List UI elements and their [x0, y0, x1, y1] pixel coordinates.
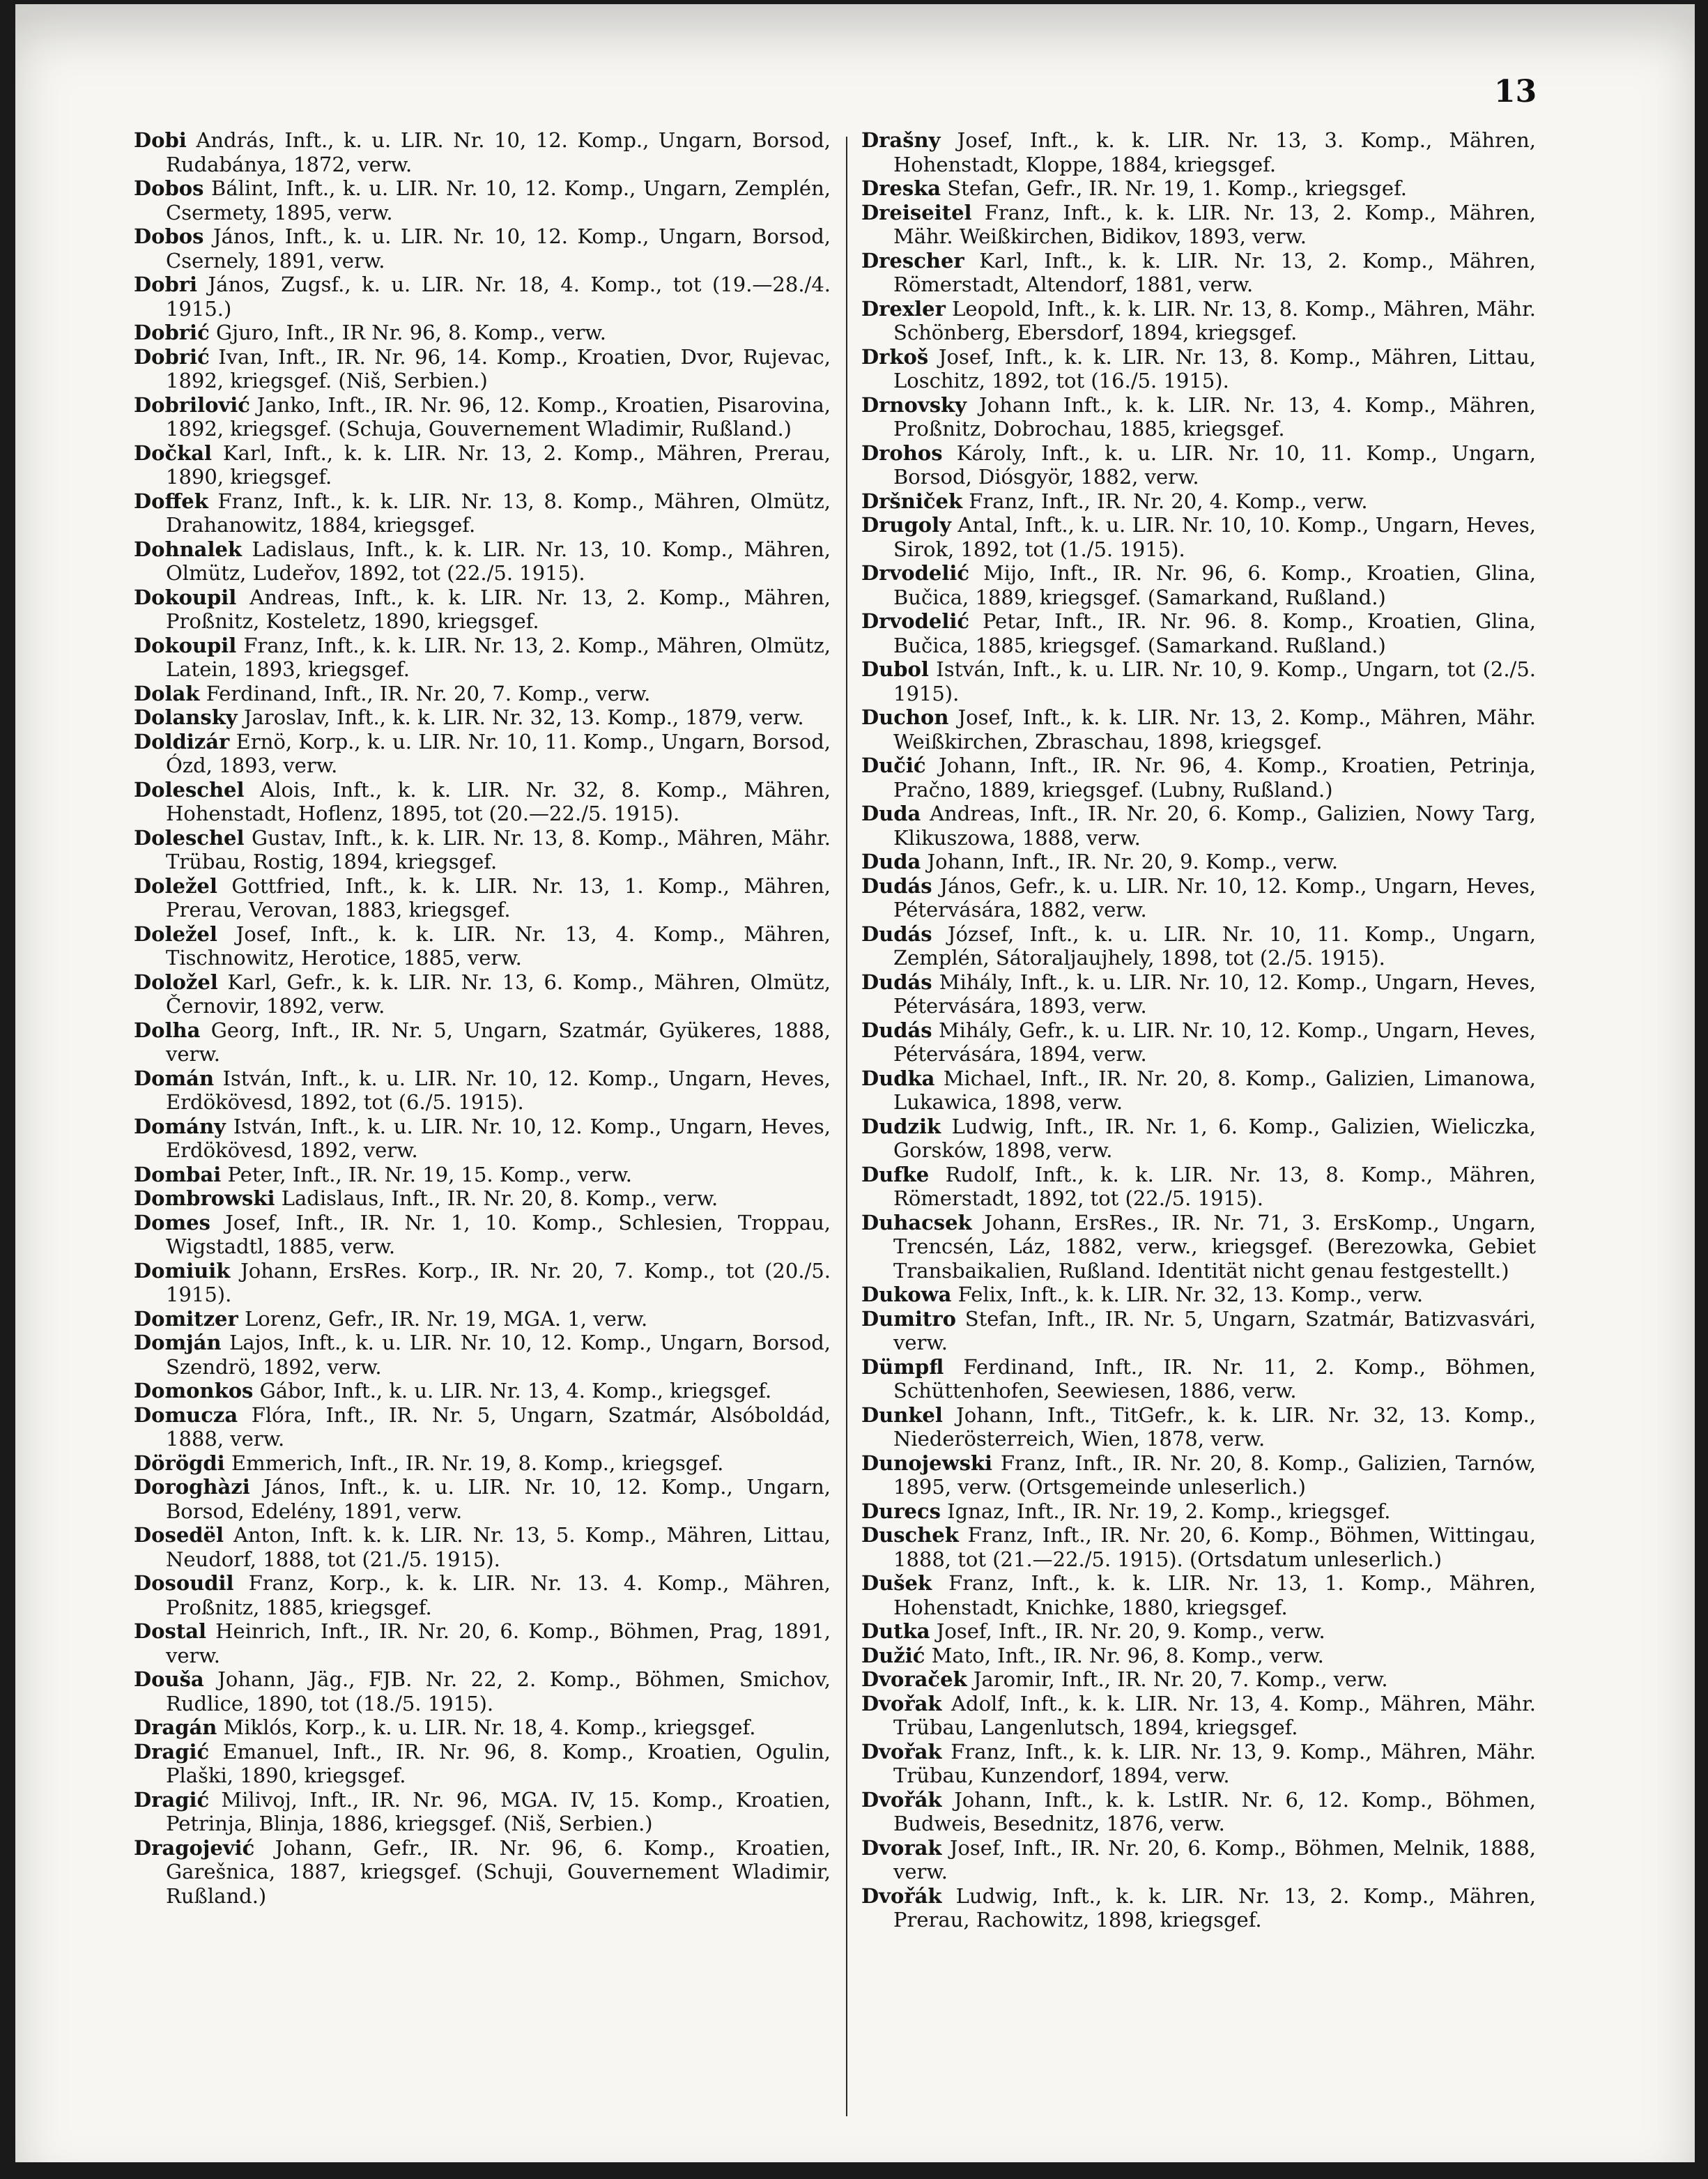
entry-details: Alois, Inft., k. k. LIR. Nr. 32, 8. Komp., Mähren, Hohenstadt, Hoflenz, 1895, tot (20.—22./5. 1915).: [166, 777, 831, 825]
entry: [861, 922, 1536, 970]
entry-details: István, Inft., k. u. LIR. Nr. 10, 9. Komp., Ungarn, tot (2./5. 1915).: [893, 657, 1536, 705]
entry: [134, 489, 831, 537]
entry-details: Bálint, Inft., k. u. LIR. Nr. 10, 12. Komp., Ungarn, Zemplén, Csermety, 1895, verw.: [166, 176, 831, 224]
entry-details: Franz, Korp., k. k. LIR. Nr. 13. 4. Komp., Mähren, Proßnitz, 1885, kriegsgef.: [166, 1571, 831, 1619]
entry-details: Karl, Gefr., k. k. LIR. Nr. 13, 6. Komp., Mähren, Olmütz, Černovir, 1892, verw.: [166, 970, 831, 1018]
entry: [861, 1018, 1536, 1066]
entry-details: János, Inft., k. u. LIR. Nr. 10, 12. Komp., Ungarn, Borsod, Csernely, 1891, verw.: [166, 224, 831, 273]
entry: [861, 249, 1536, 297]
entry-details: Johann, Inft., IR. Nr. 96, 4. Komp., Kroatien, Petrinja, Pračno, 1889, kriegsgef. (Lubny, Rußland.): [893, 754, 1536, 802]
entry: [134, 1667, 831, 1715]
entry-name: Domonkos: [134, 1379, 254, 1402]
entry-name: Dudás: [861, 873, 932, 898]
entry: [134, 537, 831, 586]
entry-details: Gjuro, Inft., IR Nr. 96, 8. Komp., verw.: [209, 321, 607, 344]
entry-details: Johann, Inft., TitGefr., k. k. LIR. Nr. 32, 13. Komp., Niederösterreich, Wien, 1878, verw.: [893, 1402, 1536, 1451]
entry: [134, 1018, 831, 1066]
entry-details: István, Inft., k. u. LIR. Nr. 10, 12. Komp., Ungarn, Heves, Erdökövesd, 1892, tot (6./5. 1915).: [166, 1066, 831, 1114]
entry-details: Adolf, Inft., k. k. LIR. Nr. 13, 4. Komp., Mähren, Mähr. Trübau, Langenlutsch, 1894, kriegsgef.: [893, 1691, 1536, 1739]
entry-name: Drvodelić: [861, 609, 970, 633]
entry: [861, 345, 1536, 393]
entry-name: Dokoupil: [134, 633, 237, 657]
entry: [134, 1451, 831, 1476]
entry-details: Ferdinand, Inft., IR. Nr. 11, 2. Komp., Böhmen, Schüttenhofen, Seewiesen, 1886, verw.: [893, 1354, 1536, 1402]
entry-details: Stefan, Gefr., IR. Nr. 19, 1. Komp., kriegsgef.: [941, 176, 1407, 200]
entry: [861, 1115, 1536, 1163]
entry: [861, 657, 1536, 705]
entry-name: Dobi: [134, 128, 187, 152]
entry: [134, 682, 831, 706]
entry-details: József, Inft., k. u. LIR. Nr. 10, 11. Komp., Ungarn, Zemplén, Sátoraljaujhely, 1898, tot (2./5. 1915).: [893, 922, 1536, 970]
entry: [861, 1499, 1536, 1524]
entry-details: Ladislaus, Inft., IR. Nr. 20, 8. Komp., verw.: [275, 1186, 718, 1210]
entry: [134, 176, 831, 224]
entry: [134, 1379, 831, 1403]
entry: [134, 1331, 831, 1379]
entry-details: Franz, Inft., k. k. LIR. Nr. 13, 8. Komp., Mähren, Olmütz, Drahanowitz, 1884, kriegsgef.: [166, 489, 831, 537]
entry-details: János, Zugsf., k. u. LIR. Nr. 18, 4. Komp., tot (19.—28./4. 1915.): [166, 273, 831, 321]
entry-details: Franz, Inft., k. k. LIR. Nr. 13, 2. Komp., Mähren, Olmütz, Latein, 1893, kriegsgef.: [166, 633, 831, 681]
entry-name: Dobrić: [134, 344, 210, 369]
entry-name: Dudzik: [861, 1114, 941, 1138]
entry: [861, 393, 1536, 441]
entry-name: Dunojewski: [861, 1451, 993, 1475]
entry-details: Gottfried, Inft., k. k. LIR. Nr. 13, 1. Komp., Mähren, Prerau, Verovan, 1883, kriegsgef.: [166, 873, 831, 922]
entry-name: Dragić: [134, 1787, 210, 1812]
entry-name: Dosoudil: [134, 1571, 234, 1595]
entry-details: Johann, Inft., k. k. LstIR. Nr. 6, 12. Komp., Böhmen, Budweis, Besednitz, 1876, verw.: [893, 1787, 1536, 1835]
entry-name: Dümpfl: [861, 1354, 944, 1379]
entry: [134, 1523, 831, 1571]
entry: [861, 1211, 1536, 1283]
entry-details: Andreas, Inft., IR. Nr. 20, 6. Komp., Galizien, Nowy Targ, Klikuszowa, 1888, verw.: [893, 802, 1536, 850]
entry-details: Ferdinand, Inft., IR. Nr. 20, 7. Komp., verw.: [199, 681, 651, 705]
entry-details: Josef, Inft., k. k. LIR. Nr. 13, 2. Komp., Mähren, Mähr. Weißkirchen, Zbraschau, 1898, kriegsgef.: [893, 705, 1536, 754]
entry-name: Dörögdi: [134, 1451, 225, 1475]
entry: [861, 1788, 1536, 1836]
entry: [861, 513, 1536, 561]
entry-name: Dušek: [861, 1571, 932, 1595]
entry: [861, 1692, 1536, 1740]
right-column: [861, 128, 1536, 1932]
entry: [134, 922, 831, 970]
entry: [134, 705, 831, 730]
entry-details: Károly, Inft., k. u. LIR. Nr. 10, 11. Komp., Ungarn, Borsod, Diósgyör, 1882, verw.: [893, 441, 1536, 489]
entry-name: Drvodelić: [861, 561, 970, 585]
entry-details: Karl, Inft., k. k. LIR. Nr. 13, 2. Komp., Mähren, Römerstadt, Altendorf, 1881, verw.: [893, 248, 1536, 296]
entry-name: Dobos: [134, 176, 204, 200]
entry-details: István, Inft., k. u. LIR. Nr. 10, 12. Komp., Ungarn, Heves, Erdökövesd, 1892, verw.: [166, 1114, 831, 1162]
entry-name: Dršniček: [861, 489, 963, 513]
entry: [861, 1667, 1536, 1692]
page-number: 13: [1494, 74, 1537, 109]
entry-details: Stefan, Inft., IR. Nr. 5, Ungarn, Szatmár, Batizvasvári, verw.: [893, 1306, 1536, 1354]
entry: [134, 441, 831, 489]
entry-name: Duhacsek: [861, 1210, 972, 1234]
entry-details: Franz, Inft., IR. Nr. 20, 4. Komp., verw.: [962, 489, 1368, 513]
entry-name: Dvoraček: [861, 1667, 967, 1691]
entry-details: Franz, Inft., k. k. LIR. Nr. 13, 1. Komp., Mähren, Hohenstadt, Knichke, 1880, kriegsgef.: [893, 1571, 1536, 1619]
entry-name: Dočkal: [134, 441, 213, 465]
entry-name: Doležel: [134, 873, 217, 898]
entry-details: András, Inft., k. u. LIR. Nr. 10, 12. Komp., Ungarn, Borsod, Rudabánya, 1872, verw.: [166, 128, 831, 176]
entry-name: Dokoupil: [134, 585, 237, 609]
entry-name: Dumitro: [861, 1306, 956, 1331]
entry-name: Domucza: [134, 1402, 238, 1427]
entry: [134, 1619, 831, 1667]
entry: [861, 489, 1536, 514]
entry-details: Anton, Inft. k. k. LIR. Nr. 13, 5. Komp., Mähren, Littau, Neudorf, 1888, tot (21./5. 1915).: [166, 1523, 831, 1571]
column-divider: [846, 137, 847, 2116]
entry-name: Domány: [134, 1114, 226, 1138]
left-column: [134, 128, 831, 1908]
entry-name: Dombai: [134, 1162, 222, 1186]
entry-name: Drnovsky: [861, 392, 967, 417]
entry: [861, 1307, 1536, 1355]
entry: [134, 345, 831, 393]
entry-details: Felix, Inft., k. k. LIR. Nr. 32, 13. Komp., verw.: [951, 1283, 1424, 1306]
entry: [134, 778, 831, 826]
entry-details: Lajos, Inft., k. u. LIR. Nr. 10, 12. Komp., Ungarn, Borsod, Szendrö, 1892, verw.: [166, 1331, 831, 1379]
entry-details: Janko, Inft., IR. Nr. 96, 12. Komp., Kroatien, Pisarovina, 1892, kriegsgef. (Schuja, Gouvernement Wladimir, Rußland.): [166, 392, 831, 441]
entry-name: Drohos: [861, 441, 943, 465]
entry-name: Dreiseitel: [861, 200, 972, 224]
entry: [134, 1066, 831, 1115]
entry-name: Douša: [134, 1667, 204, 1691]
entry-name: Doložel: [134, 970, 218, 994]
entry: [861, 1355, 1536, 1403]
entry-details: János, Inft., k. u. LIR. Nr. 10, 12. Komp., Ungarn, Borsod, Edelény, 1891, verw.: [166, 1475, 831, 1523]
entry: [134, 1571, 831, 1619]
entry: [134, 586, 831, 634]
entry-name: Dosedël: [134, 1523, 224, 1547]
entry: [861, 297, 1536, 345]
entry-details: Ladislaus, Inft., k. k. LIR. Nr. 13, 10. Komp., Mähren, Olmütz, Ludeřov, 1892, tot (22./5. 1915).: [166, 537, 831, 585]
entry-details: Ignaz, Inft., IR. Nr. 19, 2. Komp., kriegsgef.: [940, 1499, 1391, 1523]
entry-name: Dučić: [861, 754, 926, 777]
entry: [134, 730, 831, 778]
entry: [861, 1571, 1536, 1619]
entry: [134, 1259, 831, 1307]
entry-details: Josef, Inft., IR. Nr. 20, 9. Komp., verw.: [930, 1619, 1325, 1643]
entry-name: Doleschel: [134, 777, 245, 802]
entry: [134, 1163, 831, 1187]
entry-details: Mihály, Inft., k. u. LIR. Nr. 10, 12. Komp., Ungarn, Heves, Pétervására, 1893, verw.: [893, 970, 1536, 1018]
entry-name: Dutka: [861, 1619, 930, 1643]
entry-details: Jaroslav, Inft., k. k. LIR. Nr. 32, 13. Komp., 1879, verw.: [237, 705, 804, 729]
entry-name: Dudka: [861, 1066, 935, 1090]
entry-details: Emanuel, Inft., IR. Nr. 96, 8. Komp., Kroatien, Ogulin, Plaški, 1890, kriegsgef.: [166, 1739, 831, 1787]
entry: [134, 970, 831, 1018]
entry-name: Dvorak: [861, 1835, 942, 1860]
entry: [134, 826, 831, 874]
entry-details: Emmerich, Inft., IR. Nr. 19, 8. Komp., kriegsgef.: [224, 1451, 724, 1475]
entry: [134, 393, 831, 441]
entry-name: Dreska: [861, 176, 941, 200]
entry: [861, 1644, 1536, 1668]
entry: [861, 1403, 1536, 1451]
entry: [861, 1283, 1536, 1307]
entry: [134, 634, 831, 682]
entry-details: Georg, Inft., IR. Nr. 5, Ungarn, Szatmár, Gyükeres, 1888, verw.: [166, 1018, 831, 1066]
entry-details: Antal, Inft., k. u. LIR. Nr. 10, 10. Komp., Ungarn, Heves, Sirok, 1892, tot (1./5. 1915).: [893, 513, 1536, 561]
entry-name: Dudás: [861, 970, 932, 994]
entry-name: Domes: [134, 1210, 210, 1234]
entry-details: Heinrich, Inft., IR. Nr. 20, 6. Komp., Böhmen, Prag, 1891, verw.: [166, 1619, 831, 1667]
entry: [861, 609, 1536, 657]
entry: [861, 176, 1536, 201]
entry-name: Domján: [134, 1331, 222, 1354]
entry-name: Dobri: [134, 273, 198, 296]
entry: [861, 874, 1536, 922]
entry-details: Josef, Inft., IR. Nr. 1, 10. Komp., Schlesien, Troppau, Wigstadtl, 1885, verw.: [166, 1210, 831, 1258]
entry-details: Mato, Inft., IR. Nr. 96, 8. Komp., verw.: [925, 1643, 1324, 1667]
entry: [861, 970, 1536, 1018]
entry: [134, 1403, 831, 1451]
entry: [861, 561, 1536, 609]
entry-details: Franz, Inft., k. k. LIR. Nr. 13, 2. Komp., Mähren, Mähr. Weißkirchen, Bidikov, 1893, verw.: [893, 200, 1536, 248]
entry-name: Dolak: [134, 681, 200, 705]
entry-details: Peter, Inft., IR. Nr. 19, 15. Komp., verw.: [221, 1162, 632, 1186]
entry-name: Dufke: [861, 1162, 930, 1186]
entry-name: Duschek: [861, 1523, 959, 1547]
entry: [861, 802, 1536, 850]
entry: [134, 1715, 831, 1740]
entry-details: Miklós, Korp., k. u. LIR. Nr. 18, 4. Komp., kriegsgef.: [217, 1715, 756, 1739]
entry: [134, 874, 831, 922]
entry-name: Doldizár: [134, 729, 230, 754]
entry-name: Dobrilović: [134, 392, 250, 417]
entry-name: Dvořak: [861, 1691, 942, 1715]
entry-name: Dvořák: [861, 1787, 942, 1812]
entry: [134, 1836, 831, 1909]
entry: [134, 224, 831, 273]
entry-details: Ivan, Inft., IR. Nr. 96, 14. Komp., Kroatien, Dvor, Rujevac, 1892, kriegsgef. (Niš, Serbien.): [166, 344, 831, 392]
entry-details: Ernö, Korp., k. u. LIR. Nr. 10, 11. Komp., Ungarn, Borsod, Ózd, 1893, verw.: [166, 729, 831, 777]
entry-details: Ludwig, Inft., k. k. LIR. Nr. 13, 2. Komp., Mähren, Prerau, Rachowitz, 1898, kriegsgef.: [893, 1883, 1536, 1932]
entry-details: Milivoj, Inft., IR. Nr. 96, MGA. IV, 15. Komp., Kroatien, Petrinja, Blinja, 1886, kriegsgef. (Niš, Serbien.): [166, 1787, 831, 1835]
entry-name: Duda: [861, 850, 921, 873]
entry-name: Doroghàzi: [134, 1475, 250, 1499]
entry-name: Dolansky: [134, 705, 238, 729]
entry-name: Dvořak: [861, 1739, 942, 1764]
entry: [861, 705, 1536, 754]
entry: [134, 1740, 831, 1788]
entry-details: Flóra, Inft., IR. Nr. 5, Ungarn, Szatmár, Alsóboldád, 1888, verw.: [166, 1402, 831, 1451]
entry-details: Rudolf, Inft., k. k. LIR. Nr. 13, 8. Komp., Mähren, Römerstadt, 1892, tot (22./5. 1915).: [893, 1162, 1536, 1210]
entry-details: Gábor, Inft., k. u. LIR. Nr. 13, 4. Komp., kriegsgef.: [253, 1379, 772, 1402]
entry-details: Johann, ErsRes. Korp., IR. Nr. 20, 7. Komp., tot (20./5. 1915).: [166, 1258, 831, 1306]
entry: [134, 1211, 831, 1259]
entry-name: Dostal: [134, 1619, 207, 1643]
entry-details: Josef, Inft., IR. Nr. 20, 6. Komp., Böhmen, Melnik, 1888, verw.: [893, 1835, 1536, 1883]
entry-details: Karl, Inft., k. k. LIR. Nr. 13, 2. Komp., Mähren, Prerau, 1890, kriegsgef.: [166, 441, 831, 489]
entry: [134, 1788, 831, 1836]
entry-details: Johann, Jäg., FJB. Nr. 22, 2. Komp., Böhmen, Smichov, Rudlice, 1890, tot (18./5. 1915).: [166, 1667, 831, 1715]
entry-name: Doffek: [134, 489, 208, 513]
entry-details: Leopold, Inft., k. k. LIR. Nr. 13, 8. Komp., Mähren, Mähr. Schönberg, Ebersdorf, 1894, kriegsgef.: [893, 296, 1536, 344]
entry: [134, 1115, 831, 1163]
entry: [861, 754, 1536, 802]
entry-name: Dragojević: [134, 1835, 255, 1860]
entry-details: Josef, Inft., k. k. LIR. Nr. 13, 4. Komp., Mähren, Tischnowitz, Herotice, 1885, verw.: [166, 922, 831, 970]
entry-details: Lorenz, Gefr., IR. Nr. 19, MGA. 1, verw.: [238, 1306, 648, 1331]
entry: [134, 128, 831, 176]
entry: [861, 1523, 1536, 1571]
entry: [861, 1451, 1536, 1499]
entry-name: Dobrić: [134, 321, 210, 344]
entry-details: Mihály, Gefr., k. u. LIR. Nr. 10, 12. Komp., Ungarn, Heves, Pétervására, 1894, verw.: [893, 1018, 1536, 1066]
entry-name: Dohnalek: [134, 537, 243, 561]
entry-name: Domiuik: [134, 1258, 231, 1283]
entry-details: Johann, ErsRes., IR. Nr. 71, 3. ErsKomp., Ungarn, Trencsén, Láz, 1882, verw., kriegsgef. (Berezowka, Gebiet Transbaikalien, Rußland. Identität nicht genau festgestellt.): [893, 1210, 1536, 1283]
entry-name: Dolha: [134, 1018, 201, 1042]
entry-details: Petar, Inft., IR. Nr. 96. 8. Komp., Kroatien, Glina, Bučica, 1885, kriegsgef. (Samarkand. Rußland.): [893, 609, 1536, 657]
entry-name: Dvořák: [861, 1883, 942, 1908]
entry: [861, 1163, 1536, 1211]
entry-name: Duda: [861, 802, 921, 825]
entry-name: Dukowa: [861, 1283, 952, 1306]
entry-details: Ludwig, Inft., IR. Nr. 1, 6. Komp., Galizien, Wieliczka, Gorsków, 1898, verw.: [893, 1114, 1536, 1162]
entry: [134, 1186, 831, 1211]
entry-details: Josef, Inft., k. k. LIR. Nr. 13, 3. Komp., Mähren, Hohenstadt, Kloppe, 1884, kriegsgef.: [893, 128, 1536, 176]
entry: [861, 1884, 1536, 1932]
entry: [861, 1619, 1536, 1644]
entry-name: Doležel: [134, 922, 217, 946]
entry: [134, 273, 831, 321]
entry-details: Mijo, Inft., IR. Nr. 96, 6. Komp., Kroatien, Glina, Bučica, 1889, kriegsgef. (Samarkand, Rußland.): [893, 561, 1536, 609]
entry-name: Domitzer: [134, 1306, 238, 1331]
document-page: [15, 4, 1695, 2162]
entry-name: Durecs: [861, 1499, 941, 1523]
entry: [861, 1066, 1536, 1115]
entry-details: János, Gefr., k. u. LIR. Nr. 10, 12. Komp., Ungarn, Heves, Pétervására, 1882, verw.: [893, 873, 1536, 922]
entry-details: Jaromir, Inft., IR. Nr. 20, 7. Komp., verw.: [967, 1667, 1388, 1691]
entry-name: Dobos: [134, 224, 204, 248]
entry: [861, 201, 1536, 249]
entry: [861, 1740, 1536, 1788]
entry-name: Drašny: [861, 128, 941, 152]
entry-details: Josef, Inft., k. k. LIR. Nr. 13, 8. Komp., Mähren, Littau, Loschitz, 1892, tot (16./5. 1915).: [893, 344, 1536, 392]
entry-name: Dudás: [861, 1018, 932, 1042]
entry: [861, 128, 1536, 176]
entry: [134, 1475, 831, 1523]
entry-details: Gustav, Inft., k. k. LIR. Nr. 13, 8. Komp., Mähren, Mähr. Trübau, Rostig, 1894, kriegsgef.: [166, 825, 831, 873]
entry: [861, 1836, 1536, 1884]
entry: [861, 850, 1536, 874]
entry-name: Dragán: [134, 1715, 217, 1739]
entry-name: Drexler: [861, 296, 946, 321]
entry-details: Franz, Inft., IR. Nr. 20, 8. Komp., Galizien, Tarnów, 1895, verw. (Ortsgemeinde unleserlich.): [893, 1451, 1536, 1499]
entry-name: Drugoly: [861, 513, 951, 537]
entry-details: Johann, Inft., IR. Nr. 20, 9. Komp., verw.: [921, 850, 1339, 873]
entry: [861, 441, 1536, 489]
entry-name: Dubol: [861, 657, 929, 681]
entry-name: Drkoš: [861, 344, 929, 369]
entry-details: Johann Inft., k. k. LIR. Nr. 13, 4. Komp., Mähren, Proßnitz, Dobrochau, 1885, kriegsgef.: [893, 392, 1536, 441]
entry: [134, 1307, 831, 1331]
entry: [134, 321, 831, 345]
entry-details: Andreas, Inft., k. k. LIR. Nr. 13, 2. Komp., Mähren, Proßnitz, Kosteletz, 1890, kriegsgef.: [166, 585, 831, 633]
entry-details: Johann, Gefr., IR. Nr. 96, 6. Komp., Kroatien, Garešnica, 1887, kriegsgef. (Schuji, Gouvernement Wladimir, Rußland.): [166, 1835, 831, 1908]
entry-name: Dudás: [861, 922, 932, 946]
entry-name: Drescher: [861, 248, 964, 273]
entry-name: Domán: [134, 1066, 215, 1090]
entry-name: Dužić: [861, 1643, 925, 1667]
entry-name: Doleschel: [134, 825, 245, 850]
entry-details: Franz, Inft., IR. Nr. 20, 6. Komp., Böhmen, Wittingau, 1888, tot (21.—22./5. 1915). (Ortsdatum unleserlich.): [893, 1523, 1536, 1571]
entry-name: Dunkel: [861, 1402, 943, 1427]
entry-name: Duchon: [861, 705, 949, 729]
entry-name: Dombrowski: [134, 1186, 275, 1210]
entry-name: Dragić: [134, 1739, 210, 1764]
entry-details: Franz, Inft., k. k. LIR. Nr. 13, 9. Komp., Mähren, Mähr. Trübau, Kunzendorf, 1894, verw.: [893, 1739, 1536, 1787]
entry-details: Michael, Inft., IR. Nr. 20, 8. Komp., Galizien, Limanowa, Lukawica, 1898, verw.: [893, 1066, 1536, 1114]
